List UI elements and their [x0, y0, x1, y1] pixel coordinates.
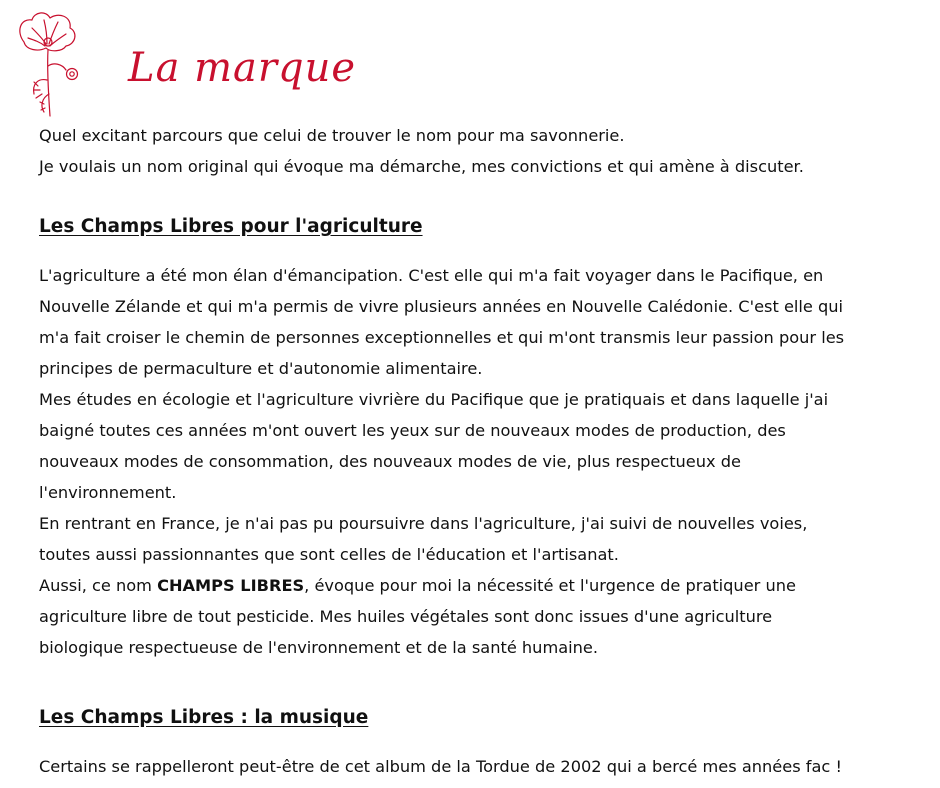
paragraph-line: Nouvelle Zélande et qui m'a permis de vivre plusieurs années en Nouvelle Calédonie. C'est elle qui	[39, 297, 844, 316]
paragraph-line: biologique respectueuse de l'environnement et de la santé humaine.	[39, 638, 598, 657]
paragraph-line: baigné toutes ces années m'ont ouvert les yeux sur de nouveaux modes de production, des	[39, 421, 786, 440]
article-body	[39, 120, 919, 782]
paragraph-line: l'environnement.	[39, 483, 177, 502]
intro-line: Quel excitant parcours que celui de trouver le nom pour ma savonnerie.	[39, 126, 625, 145]
paragraph-line: nouveaux modes de consommation, des nouveaux modes de vie, plus respectueux de	[39, 452, 741, 471]
paragraph-line: agriculture libre de tout pesticide. Mes huiles végétales sont donc issues d'une agriculture	[39, 607, 773, 626]
section-heading-agriculture: Les Champs Libres pour l'agriculture	[39, 216, 423, 237]
poppy-flower-icon	[14, 8, 94, 120]
page-title: La marque	[128, 45, 357, 91]
paragraph-line-bold	[39, 570, 919, 601]
paragraph-line: L'agriculture a été mon élan d'émancipation. C'est elle qui m'a fait voyager dans le Pacifique, en	[39, 266, 824, 285]
paragraph-line: Certains se rappelleront peut-être de cet album de la Tordue de 2002 qui a bercé mes années fac !	[39, 757, 842, 776]
bold-line-before: Aussi, ce nom	[39, 576, 158, 595]
brand-name: CHAMPS LIBRES	[157, 576, 305, 595]
paragraph-line: En rentrant en France, je n'ai pas pu poursuivre dans l'agriculture, j'ai suivi de nouvelles voies,	[39, 514, 808, 533]
section-heading-musique: Les Champs Libres : la musique	[39, 707, 369, 728]
bold-line-after: , évoque pour moi la nécessité et l'urgence de pratiquer une	[304, 576, 796, 595]
paragraph-line: m'a fait croiser le chemin de personnes exceptionnelles et qui m'ont transmis leur passion pour les	[39, 328, 845, 347]
paragraph-line: toutes aussi passionnantes que sont celles de l'éducation et l'artisanat.	[39, 545, 619, 564]
paragraph-line: principes de permaculture et d'autonomie alimentaire.	[39, 359, 483, 378]
intro-line: Je voulais un nom original qui évoque ma démarche, mes convictions et qui amène à discuter.	[39, 157, 804, 176]
paragraph-line: Mes études en écologie et l'agriculture vivrière du Pacifique que je pratiquais et dans laquelle j'ai	[39, 390, 829, 409]
